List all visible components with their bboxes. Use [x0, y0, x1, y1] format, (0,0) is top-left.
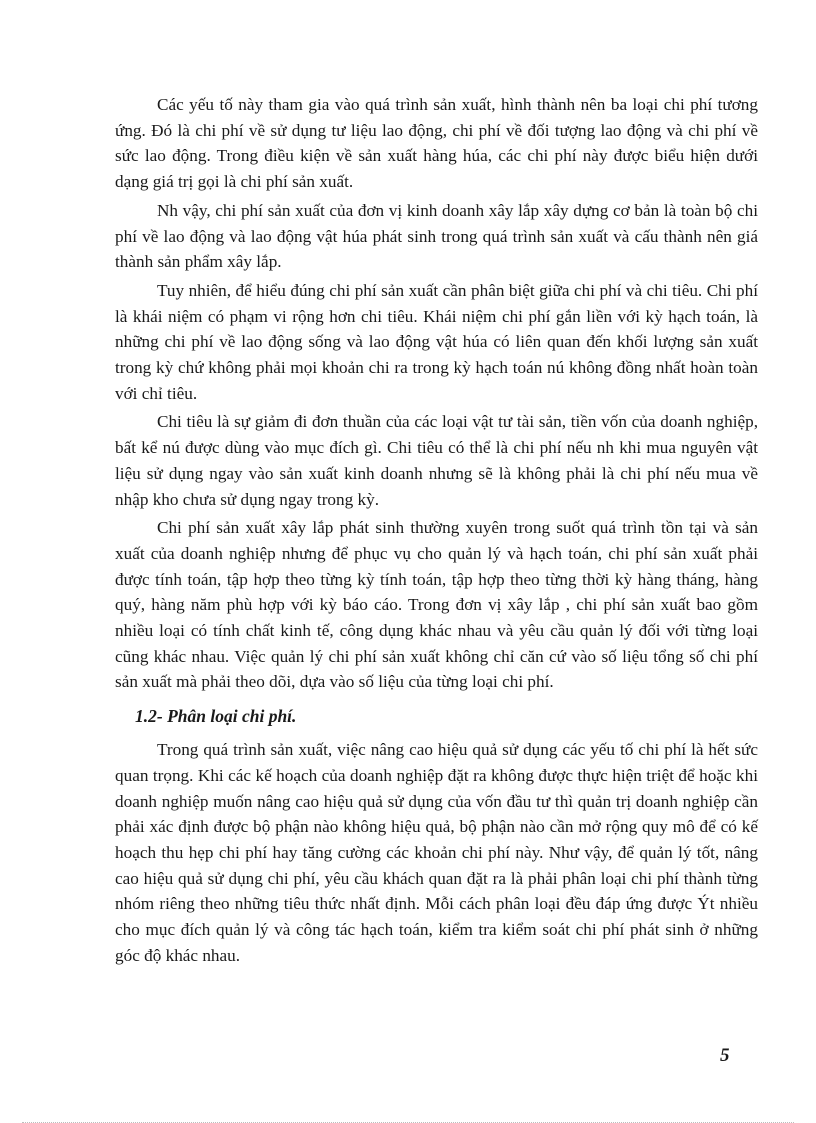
paragraph-cost-management: Chi phí sản xuất xây lắp phát sinh thường xuyên trong suốt quá trình tồn tại và sản xuất của doanh nghiệp nhưng để phục vụ cho quản lý và hạch toán, chi phí sản xuất phải được tính toán, tập hợp theo từng kỳ tính toán, tập hợp theo từng thời kỳ hàng tháng, hàng quý, hàng năm phù hợp với kỳ báo cáo. Trong đơn vị xây lắp , chi phí sản xuất bao gồm nhiều loại có tính chất kinh tế, công dụng khác nhau và yêu cầu quản lý đối với từng loại cũng khác nhau. Việc quản lý chi phí sản xuất không chỉ căn cứ vào số liệu tổng số chi phí sản xuất mà phải theo dõi, dựa vào số liệu của từng loại chi phí.	[115, 518, 758, 692]
paragraph-expenditure-definition: Chi tiêu là sự giảm đi đơn thuần của các loại vật tư tài sản, tiền vốn của doanh nghiệp, bất kể nú được dùng vào mục đích gì. Chi tiêu có thể là chi phí nếu nh khi mua nguyên vật liệu sử dụng ngay vào sản xuất kinh doanh nhưng sẽ là không phải là chi phí nếu mua về nhập kho chưa sử dụng ngay trong kỳ.	[115, 412, 758, 509]
paragraph-cost-elements: Các yếu tố này tham gia vào quá trình sản xuất, hình thành nên ba loại chi phí tương ứng. Đó là chi phí về sử dụng tư liệu lao động, chi phí về đối tượng lao động và chi phí về sức lao động. Trong điều kiện về sản xuất hàng húa, các chi phí này được biểu hiện dưới dạng giá trị gọi là chi phí sản xuất.	[115, 95, 758, 192]
section-heading: 1.2- Phân loại chi phí.	[135, 706, 297, 727]
page-number: 5	[720, 1045, 730, 1066]
paragraph-cost-vs-expenditure: Tuy nhiên, để hiểu đúng chi phí sản xuất cần phân biệt giữa chi phí và chi tiêu. Chi phí là khái niệm có phạm vi rộng hơn chi tiêu. Khái niệm chi phí gắn liền với kỳ hạch toán, là những chi phí về lao động sống và lao động vật húa có liên quan đến khối lượng sản xuất trong kỳ chứ không phải mọi khoản chi ra trong kỳ hạch toán nú không đồng nhất hoàn toàn với chỉ tiêu.	[115, 280, 758, 403]
paragraph-production-cost-definition: Nh vậy, chi phí sản xuất của đơn vị kinh doanh xây lắp xây dựng cơ bản là toàn bộ chi phí về lao động và lao động vật húa phát sinh trong quá trình sản xuất và cấu thành nên giá thành sản phẩm xây lắp.	[115, 200, 758, 272]
paragraph-cost-classification: Trong quá trình sản xuất, việc nâng cao hiệu quả sử dụng các yếu tố chi phí là hết sức quan trọng. Khi các kế hoạch của doanh nghiệp đặt ra không được thực hiện triệt để hoặc khi doanh nghiệp muốn nâng cao hiệu quả sử dụng của vốn đầu tư thì quản trị doanh nghiệp cần phải xác định được bộ phận nào không hiệu quả, bộ phận nào cần mở rộng quy mô để có kế hoạch thu hẹp chi phí hay tăng cường các khoản chi phí này. Như vậy, để quản lý tốt, nâng cao hiệu quả sử dụng chi phí, yêu cầu khách quan đặt ra là phải phân loại chi phí thành từng nhóm riêng theo những tiêu thức nhất định. Mỗi cách phân loại đều đáp ứng được Ýt nhiều cho mục đích quản lý và công tác hạch toán, kiểm tra kiểm soát chi phí phát sinh ở những góc độ khác nhau.	[115, 740, 758, 965]
document-page	[115, 92, 758, 972]
